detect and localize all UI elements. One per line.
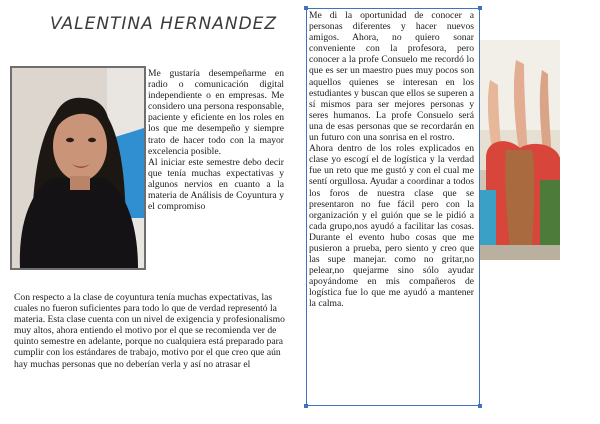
classroom-illustration [476,40,560,260]
intro-text [148,68,284,273]
classroom-photo[interactable] [476,40,560,260]
resize-handle-top-left[interactable] [304,6,308,10]
text-box-content[interactable] [309,10,474,396]
portrait-illustration [12,68,144,268]
text-box[interactable] [306,8,480,406]
resize-handle-top-right[interactable] [478,6,482,10]
intro-paragraph: Me gustaría desempeñarme en radio o comunicación digital independiente o en empresas. Me considero una persona responsable, paciente y eficiente en los roles en los que me desempeño y siempre trato de hacer todo con la mayor excelencia posible. [148,68,284,157]
resize-handle-bottom-left[interactable] [304,404,308,408]
body-paragraph: Con respecto a la clase de coyuntura tenía muchas expectativas, las cuales no fueron suficientes para todo lo que de verdad representó la materia. Esta clase cuenta con un nivel de exigencia y profesionalismo muy altos, ahora entiendo el motivo por el que se recomienda ver de quinto semestre en adelante, porque no cualquiera está preparado para cumplir con los estándares de trabajo, motivo por el que creo que aún hay muchas personas que no deberían verla y así no atrasar el [14,292,285,370]
text-box-paragraph: Ahora dentro de los roles explicados en clase yo escogí el de logística y la verdad fue un reto que me gustó y con el cual me sentí orgullosa. Ayudar a coordinar a todos los foros de nuestra clase que se presentaron no fue fácil pero con la organización y el guión que se le pidió a cada grupo,nos ayudó a facilitar las cosas. Durante el evento hubo cosas que me pusieron a prueba, pero siento y creo que las supe manejar. como no gritar,no pelear,no quejarme sino sólo ayudar apoyándome en mis compañeros de logística fue lo que me ayudó a mantener la calma. [309,143,474,310]
portrait-photo[interactable] [10,66,146,270]
page-title: VALENTINA HERNANDEZ [50,14,278,34]
resize-handle-bottom-right[interactable] [478,404,482,408]
text-box-paragraph: Me di la oportunidad de conocer a personas diferentes y hacer nuevos amigos. Ahora, no quiero sonar conveniente con la profesora, pero conocer a la profe Consuelo me recordó lo que es ser un maestro pues muy pocos son aquellos quienes se interesan en los estudiantes y buscan que ellos se superen a sí mismos para ser mejores personas y seres humanos. La profe Consuelo será una de esas personas que se recordarán en un futuro con una sonrisa en el rostro. [309,10,474,144]
intro-paragraph: Al iniciar este semestre debo decir que tenía muchas expectativas y algunos nervios en cuanto a la materia de Análisis de Coyuntura y el compromiso [148,156,284,213]
